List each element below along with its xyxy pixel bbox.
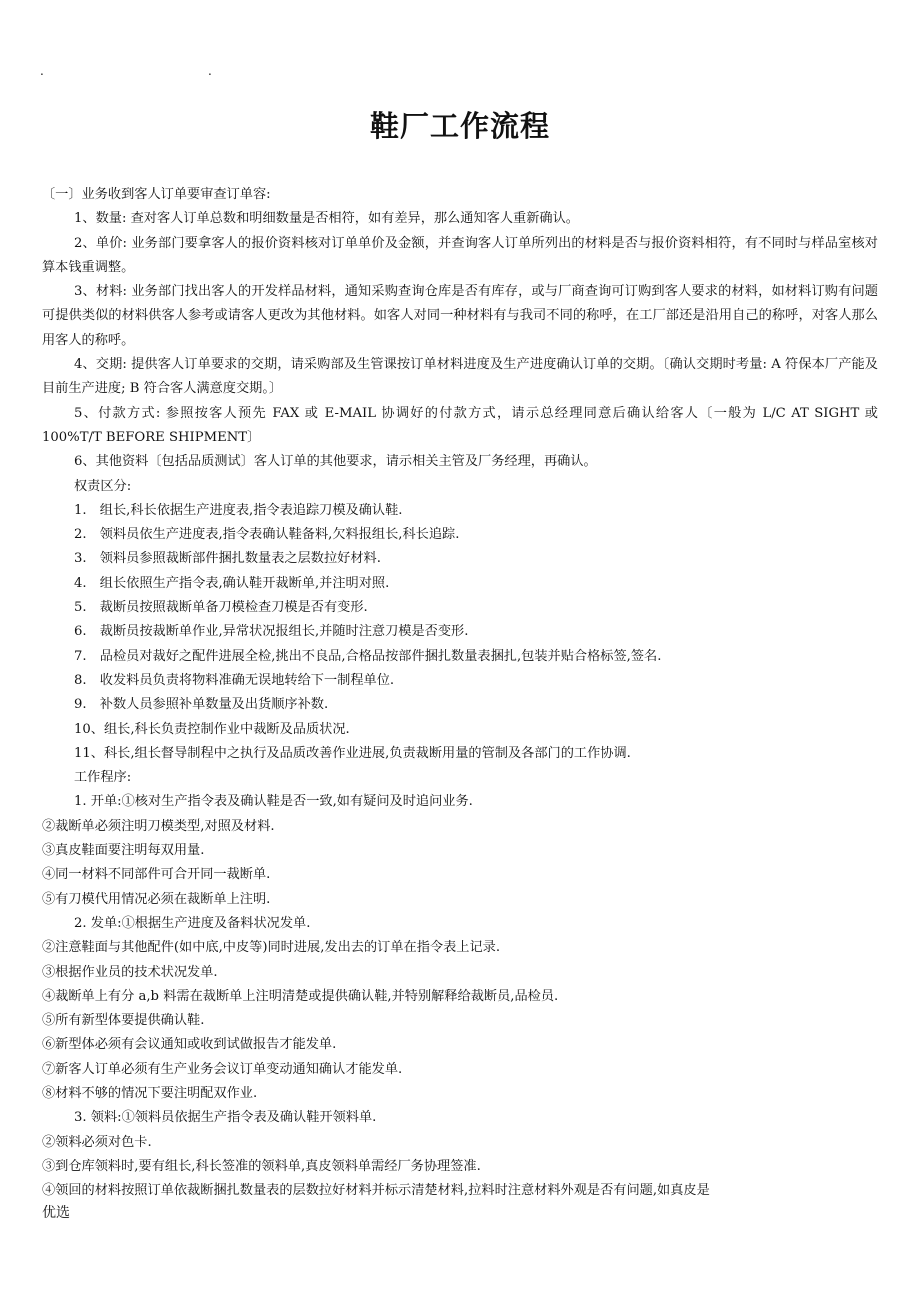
paragraph: 权责区分: bbox=[74, 478, 132, 494]
document-title: 鞋厂工作流程 bbox=[369, 109, 550, 143]
paragraph: ③根据作业员的技术状况发单. bbox=[42, 964, 218, 980]
paragraph: ⑧材料不够的情况下要注明配双作业. bbox=[42, 1085, 258, 1101]
document-body bbox=[42, 183, 878, 1203]
paragraph: 4. 组长依照生产指令表,确认鞋开裁断单,并注明对照. bbox=[74, 575, 390, 591]
header-dot-left: . bbox=[40, 64, 44, 78]
paragraph: 3. 领料员参照裁断部件捆扎数量表之层数拉好材料. bbox=[74, 551, 381, 567]
paragraph: ②领料必须对色卡. bbox=[42, 1134, 152, 1150]
paragraph: ④领回的材料按照订单依裁断捆扎数量表的层数拉好材料并标示清楚材料,拉料时注意材料外观是否有问题,如真皮是 bbox=[42, 1183, 710, 1199]
paragraph: 2、单价: 业务部门要拿客人的报价资料核对订单单价及金额，并查询客人订单所列出的材料是否与报价资料相符，有不同时与样品室核对算本钱重调整。 bbox=[42, 235, 878, 275]
paragraph: 3. 领料:①领料员依据生产指令表及确认鞋开领料单. bbox=[74, 1110, 377, 1126]
paragraph: 10、组长,科长负责控制作业中裁断及品质状况. bbox=[74, 721, 350, 737]
paragraph: 6、其他资料〔包括品质测试〕客人订单的其他要求，请示相关主管及厂务经理，再确认。 bbox=[74, 454, 597, 470]
paragraph: 5、付款方式: 参照按客人预先 FAX 或 E-MAIL 协调好的付款方式，请示总经理同意后确认给客人〔一般为 L/C AT SIGHT 或 100%T/T BEFORE SHIPMENT〕 bbox=[42, 405, 878, 445]
paragraph: 3、材料: 业务部门找出客人的开发样品材料，通知采购查询仓库是否有库存，或与厂商查询可订购到客人要求的材料，如材料订购有问题可提供类似的材料供客人参考或请客人更改为其他材料。如客人对同一种材料有与我司不同的称呼，在工厂部还是沿用自己的称呼，对客人那么用客人的称呼。 bbox=[42, 284, 878, 348]
paragraph: 6. 裁断员按裁断单作业,异常状况报组长,并随时注意刀模是否变形. bbox=[74, 624, 469, 640]
paragraph: 5. 裁断员按照裁断单备刀模检查刀模是否有变形. bbox=[74, 600, 368, 616]
paragraph: ④同一材料不同部件可合开同一裁断单. bbox=[42, 867, 271, 883]
paragraph: ⑥新型体必须有会议通知或收到试做报告才能发单. bbox=[42, 1037, 337, 1053]
paragraph: 2. 领料员依生产进度表,指令表确认鞋备料,欠料报组长,科长追踪. bbox=[74, 527, 460, 543]
paragraph: ⑤有刀模代用情况必须在裁断单上注明. bbox=[42, 891, 271, 907]
paragraph: 〔一〕业务收到客人订单要审查订单容: bbox=[42, 187, 271, 202]
paragraph: 工作程序: bbox=[74, 770, 132, 786]
header-dot-right: . bbox=[208, 64, 212, 78]
paragraph: ⑤所有新型体要提供确认鞋. bbox=[42, 1013, 205, 1029]
paragraph: ③到仓库领料时,要有组长,科长签准的领料单,真皮领料单需经厂务协理签准. bbox=[42, 1158, 481, 1174]
paragraph: 8. 收发料员负责将物料准确无误地转给下一制程单位. bbox=[74, 672, 395, 688]
paragraph: 1. 开单:①核对生产指令表及确认鞋是否一致,如有疑问及时追问业务. bbox=[74, 794, 473, 810]
paragraph: 1. 组长,科长依据生产进度表,指令表追踪刀模及确认鞋. bbox=[74, 502, 403, 518]
paragraph: ⑦新客人订单必须有生产业务会议订单变动通知确认才能发单. bbox=[42, 1061, 403, 1077]
paragraph: 1、数量: 查对客人订单总数和明细数量是否相符，如有差异，那么通知客人重新确认。 bbox=[74, 211, 579, 227]
paragraph: ②注意鞋面与其他配件(如中底,中皮等)同时进展,发出去的订单在指令表上记录. bbox=[42, 940, 501, 956]
paragraph: 2. 发单:①根据生产进度及备料状况发单. bbox=[74, 915, 311, 931]
paragraph: 11、科长,组长督导制程中之执行及品质改善作业进展,负责裁断用量的管制及各部门的工作协调. bbox=[74, 745, 631, 761]
paragraph: 7. 品检员对裁好之配件进展全检,挑出不良品,合格品按部件捆扎数量表捆扎,包装并贴合格标签,签名. bbox=[74, 648, 662, 664]
paragraph: ③真皮鞋面要注明每双用量. bbox=[42, 843, 205, 859]
paragraph: 4、交期: 提供客人订单要求的交期，请采购部及生管课按订单材料进度及生产进度确认订单的交期。〔确认交期时考量: A 符保本厂产能及目前生产进度; B 符合客人满意度交期。〕 bbox=[42, 357, 878, 397]
paragraph: 9. 补数人员参照补单数量及出货顺序补数. bbox=[74, 697, 329, 713]
paragraph: ②裁断单必须注明刀模类型,对照及材料. bbox=[42, 818, 275, 834]
paragraph: ④裁断单上有分 a,b 料需在裁断单上注明清楚或提供确认鞋,并特别解释给裁断员,品检员. bbox=[42, 988, 559, 1004]
footer-label: 优选 bbox=[42, 1205, 70, 1221]
